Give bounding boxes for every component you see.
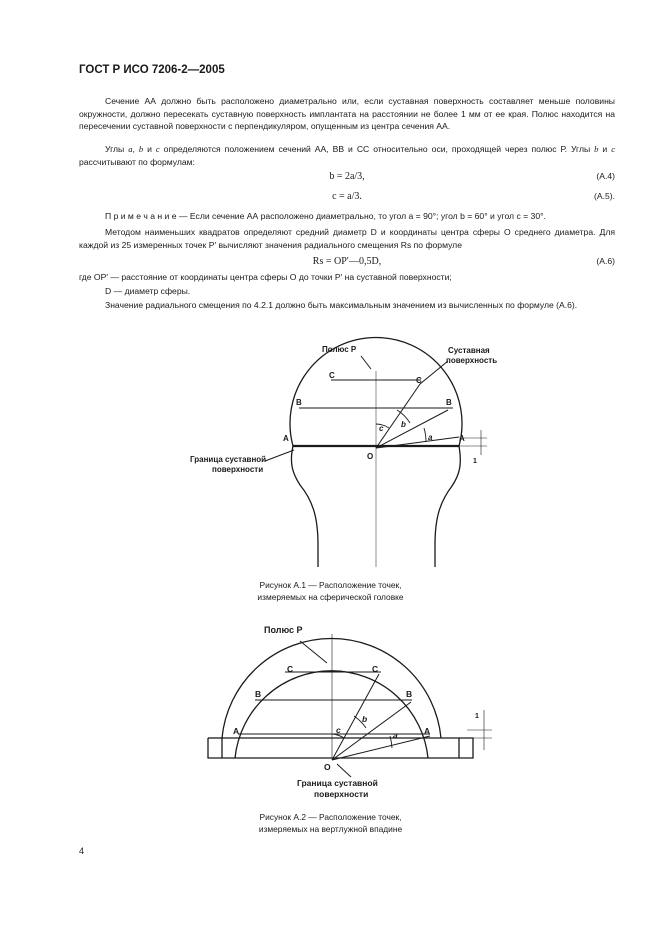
fig1-label-surface-line2: поверхность: [446, 356, 498, 365]
fig1-label-a-right: A: [459, 434, 465, 443]
fig1-label-surface-line1: Суставная: [448, 346, 490, 355]
fig1-label-pole: Полюс Р: [322, 345, 357, 354]
fig2-label-c-right: C: [372, 664, 379, 674]
paragraph-angles: Углы а, b и с определяются положением сечений АА, ВВ и СС относительно оси, проходящей через полюс Р. Углы b и с рассчитывают по формулам:: [79, 144, 616, 167]
neck-right-outline: [435, 446, 460, 567]
paragraph-d-diameter: D — диаметр сферы.: [105, 286, 191, 296]
fig1-label-b-right: B: [446, 398, 452, 407]
fig2-label-a-left: A: [233, 726, 240, 736]
figure-a2-caption-line2: измеряемых на вертлужной впадине: [258, 823, 403, 834]
figure-a1-diagram: [0, 335, 661, 575]
figure-a2-diagram: [0, 618, 661, 803]
inner-cup-outline: [235, 671, 431, 758]
note-text: П р и м е ч а н и е — Если сечение АА расположено диаметрально, то угол a = 90°; угол b = 60° и угол c = 30°.: [105, 211, 546, 221]
fig1-label-angle-c: c: [379, 424, 384, 433]
fig1-label-c-left: C: [329, 371, 335, 380]
figure-a2-caption-line1: Рисунок А.2 — Расположение точек,: [259, 812, 402, 822]
fig2-label-border-line1: Граница суставной: [297, 778, 378, 788]
equation-a4: [79, 171, 615, 184]
fig2-label-a-right: A: [424, 726, 431, 736]
equation-a6: [79, 256, 615, 269]
fig1-label-o: O: [367, 452, 374, 461]
page-number: 4: [79, 846, 85, 856]
fig2-label-pole: Полюс Р: [264, 625, 303, 635]
fig2-label-1mm: 1: [475, 713, 479, 720]
equation-a4-number: (А.4): [596, 171, 615, 181]
figure-a1-caption-line1: Рисунок А.1 — Расположение точек,: [259, 580, 402, 590]
page-header-title: ГОСТ Р ИСО 7206-2—2005: [79, 64, 225, 76]
fig2-label-angle-c: c: [336, 725, 341, 735]
fig1-label-angle-a: a: [428, 433, 433, 442]
paragraph-radial-offset: Значение радиального смещения по 4.2.1 должно быть максимальным значением из вычисленных по формуле (А.6).: [105, 300, 578, 310]
fig1-label-angle-b: b: [401, 420, 406, 429]
fig2-label-angle-b: b: [362, 714, 368, 724]
paragraph-least-squares: Методом наименьших квадратов определяют средний диаметр D и координаты центра сферы О среднего диаметра. Для каждой из 25 измеренных точек Р′ вычисляют значения радиального смещения Rs по формуле: [79, 227, 615, 250]
neck-left-outline: [291, 446, 318, 567]
fig1-label-c-right: C: [416, 376, 422, 385]
paragraph-section-aa: Сечение АА должно быть расположено диаметрально или, если суставная поверхность составляет меньше половины окружности, должно пересекать суставную поверхность имплантата на расстоянии не более 1 мм от ее края. Полюс находится на пересечении суставной поверхности с перпендикуляром, опущенным из центра сечения АА.: [79, 96, 615, 132]
figure-a2-caption: [0, 812, 661, 835]
fig2-label-o: O: [324, 762, 331, 772]
fig1-label-b-left: B: [296, 398, 302, 407]
fig2-label-c-left: C: [287, 664, 294, 674]
fig2-label-angle-a: a: [393, 730, 398, 740]
fig1-label-1mm: 1: [473, 458, 477, 465]
equation-a5-number: (А.5).: [593, 191, 615, 201]
equation-a4-formula: b = 2a/3,: [329, 171, 365, 182]
fig2-label-b-right: B: [406, 689, 413, 699]
fig2-label-b-left: B: [255, 689, 262, 699]
equation-a6-number: (А.6): [596, 256, 615, 266]
equation-a6-formula: Rs = OP′—0,5D,: [312, 256, 382, 267]
equation-a5-formula: c = a/3.: [332, 191, 362, 202]
figure-a1-caption: [0, 580, 661, 603]
fig1-label-a-left: A: [283, 434, 289, 443]
paragraph-where-op: где OP′ — расстояние от координаты центра сферы О до точки Р′ на суставной поверхности;: [79, 272, 452, 282]
fig2-label-border-line2: поверхности: [314, 789, 369, 799]
equation-a5: [79, 191, 615, 204]
fig1-label-border-line2: поверхности: [212, 465, 264, 474]
fig1-label-border-line1: Граница суставной: [190, 455, 267, 464]
figure-a1-caption-line2: измеряемых на сферической головке: [257, 591, 404, 602]
